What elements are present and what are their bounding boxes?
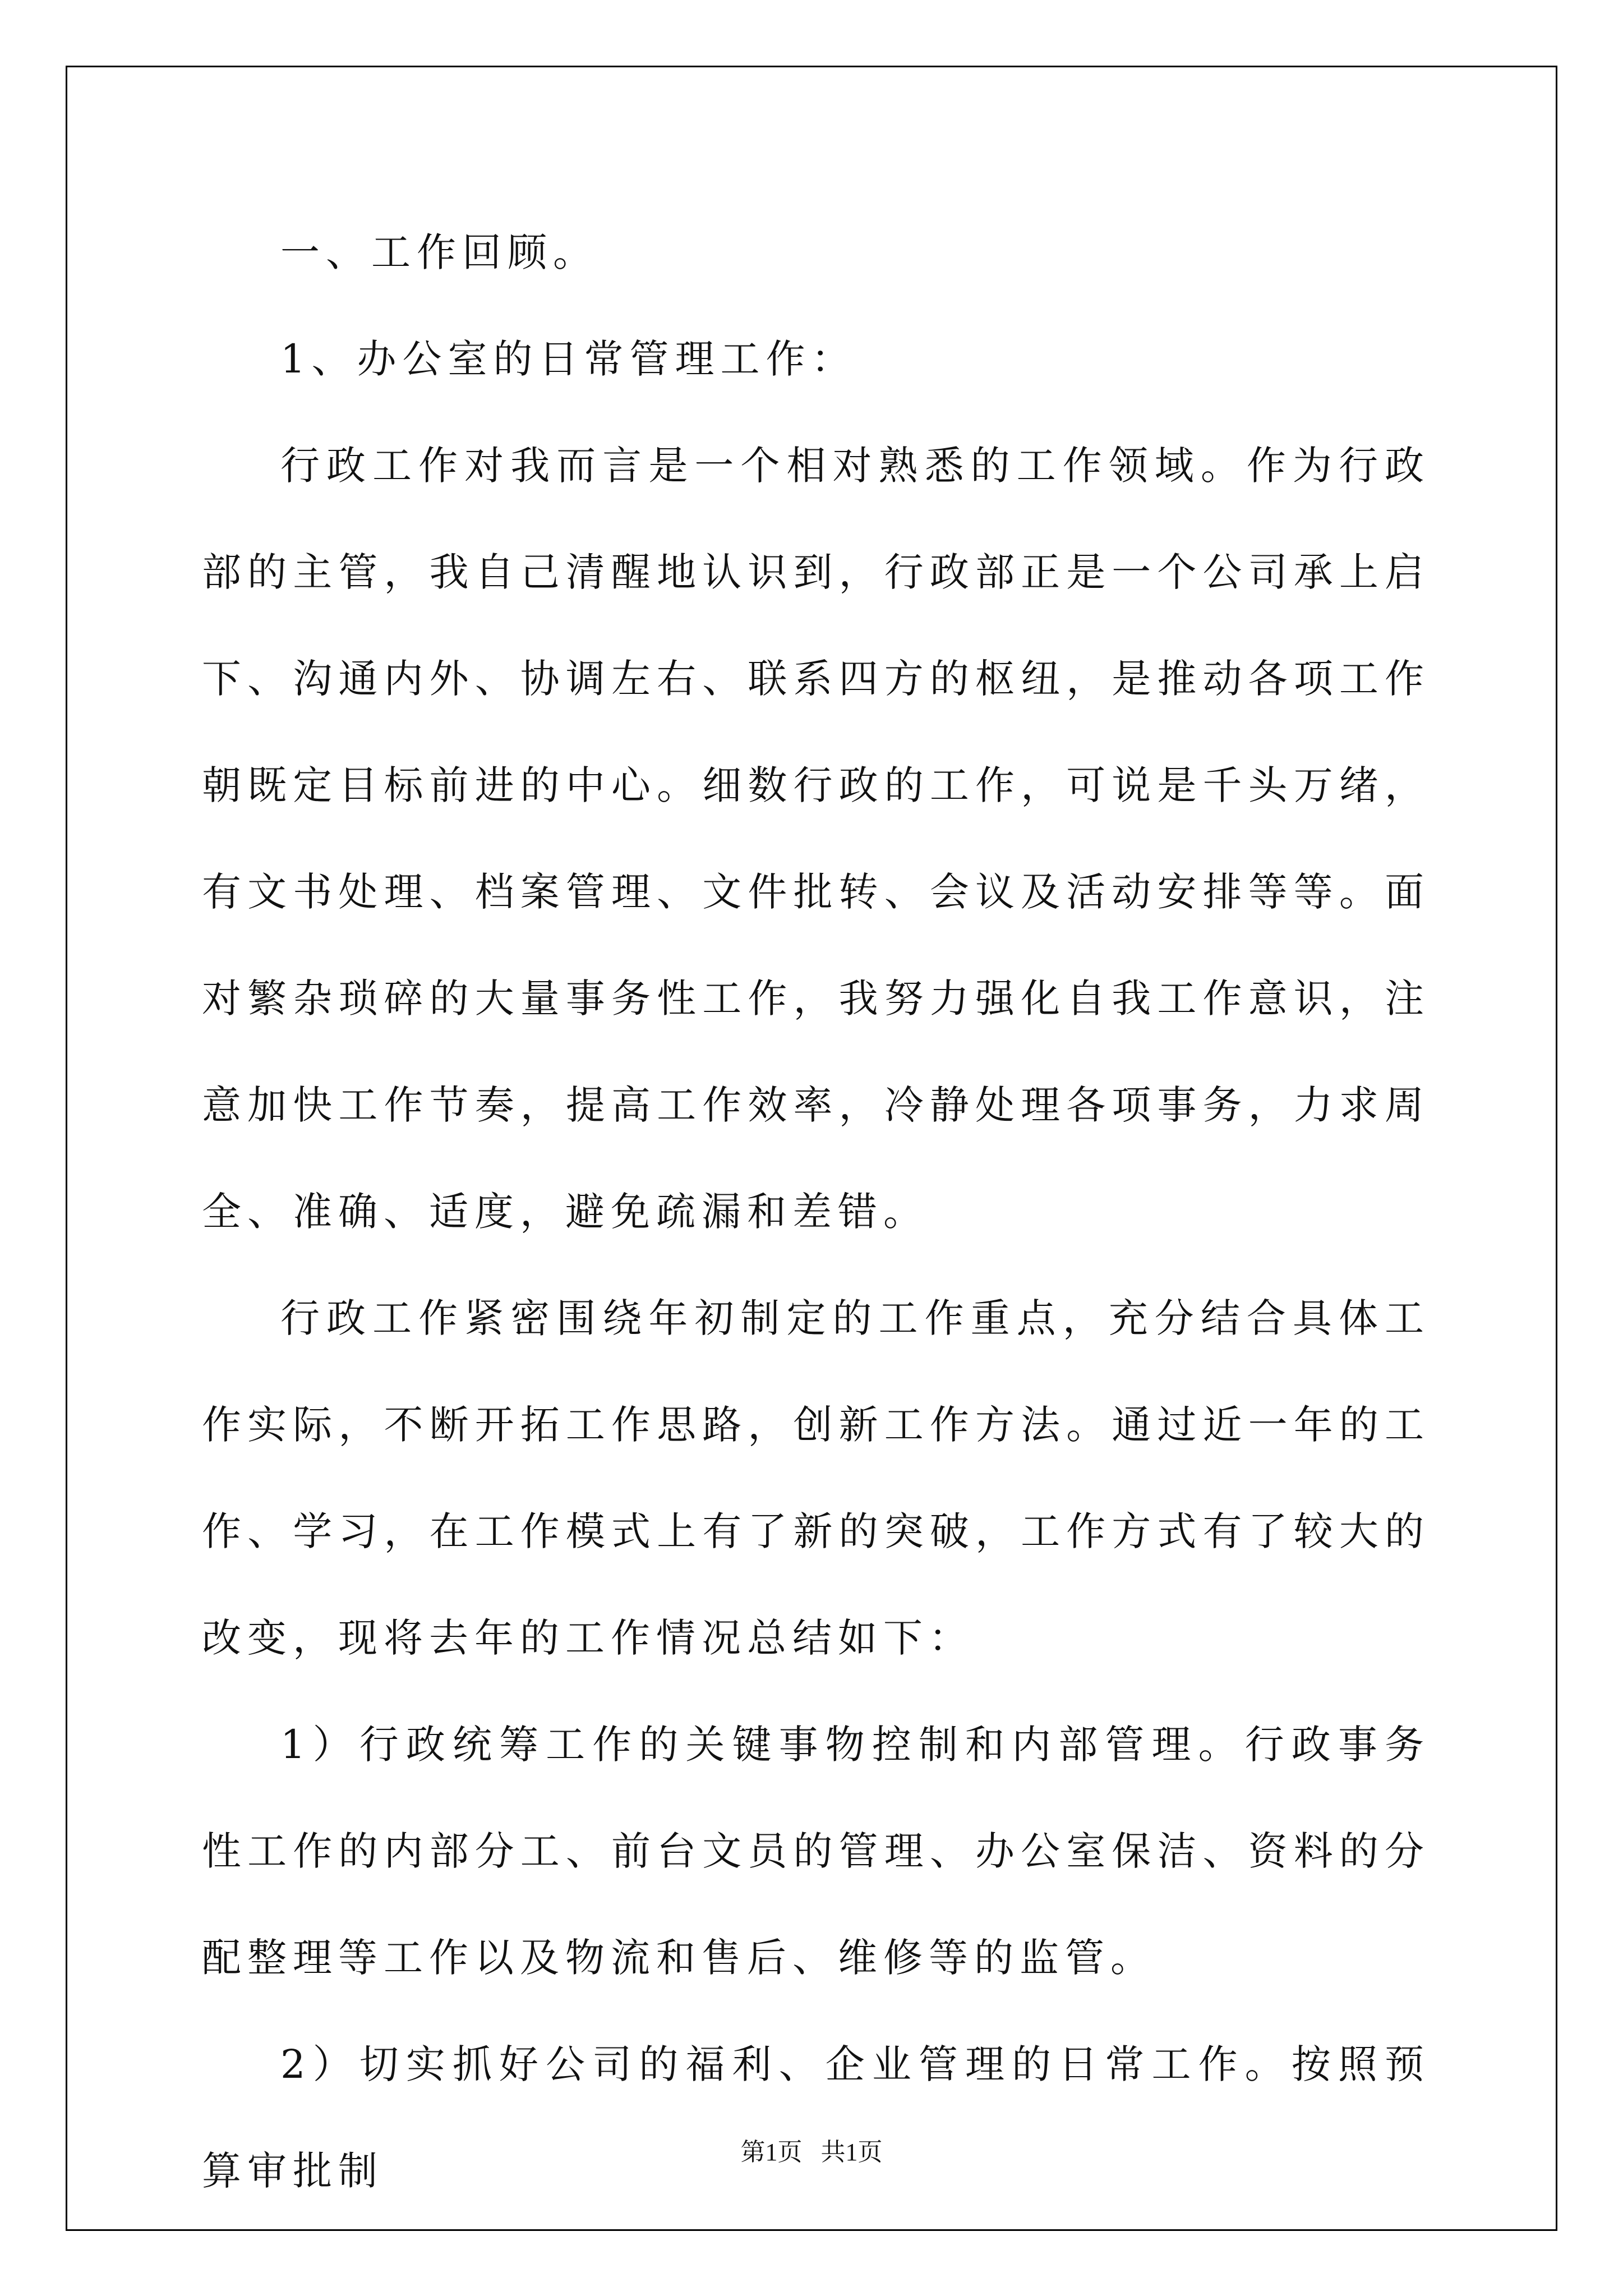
paragraph-body: 行政工作紧密围绕年初制定的工作重点，充分结合具体工作实际，不断开拓工作思路，创新工作方法。通过近一年的工作、学习，在工作模式上有了新的突破，工作方式有了较大的改变，现将去年的工作情况总结如下：	[202, 1295, 1430, 1661]
paragraph-subheading: 1、办公室的日常管理工作：	[280, 336, 857, 382]
paragraph-section-heading: 一、工作回顾。	[280, 229, 598, 275]
paragraph-body: 行政工作对我而言是一个相对熟悉的工作领域。作为行政部的主管，我自己清醒地认识到，行政部正是一个公司承上启下、沟通内外、协调左右、联系四方的枢纽，是推动各项工作朝既定目标前进的中心。细数行政的工作，可说是千头万绪，有文书处理、档案管理、文件批转、会议及活动安排等等。面对繁杂琐碎的大量事务性工作，我努力强化自我工作意识，注意加快工作节奏，提高工作效率，冷静处理各项事务，力求周全、准确、适度，避免疏漏和差错。	[202, 443, 1430, 1235]
paragraph-list-item: 2）切实抓好公司的福利、企业管理的日常工作。按照预算审批制	[202, 2041, 1430, 2194]
page-number-footer: 第1页 共1页	[740, 2138, 883, 2166]
paragraph-list-item: 1）行政统筹工作的关键事物控制和内部管理。行政事务性工作的内部分工、前台文员的管理、办公室保洁、资料的分配整理等工作以及物流和售后、维修等的监管。	[202, 1722, 1430, 1981]
document-body	[202, 199, 1430, 2224]
